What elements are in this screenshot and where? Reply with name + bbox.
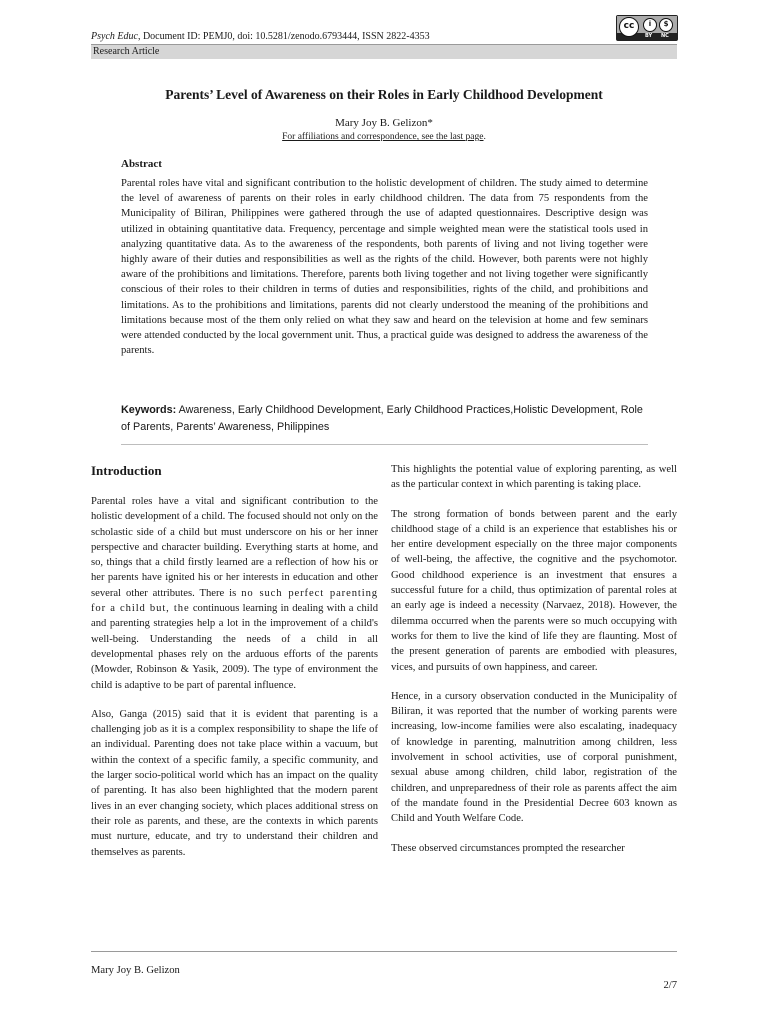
abstract-heading: Abstract bbox=[121, 158, 162, 170]
page-number: 2/7 bbox=[663, 980, 677, 991]
left-column bbox=[91, 494, 378, 860]
abstract-divider bbox=[121, 444, 648, 445]
intro-p1-end: continuous learning in dealing with a child and parenting strategies help a lot in the improvement of a child's well-being. Understanding the needs of a child in all developmental phases rely on the arduous efforts of the parents (Mowder, Robinson & Yasik, 2009). The type of environment the child is adaptive to be part of parental influence. bbox=[91, 603, 378, 691]
keywords-label: Keywords: bbox=[121, 404, 177, 416]
journal-citation bbox=[91, 31, 591, 43]
affiliation-note bbox=[91, 131, 677, 143]
attribution-icon: i bbox=[643, 18, 657, 32]
intro-paragraph-4: The strong formation of bonds between parent and the early childhood stage of a child is an experience that establishes his or her entire development especially on the three major components of well-being, the affective, the cognitive and the psychomotor. Good childhood experience is an investment that ensures a successful future for a child, thus optimization of parental roles at an early age is indeed a necessity (Narvaez, 2018). However, the dilemma occurred when the parents were so much occupying with works for them to live the kind of life they are flaunting. Most of the present generation of parents are embodied with pleasures, vices, and pursuits of own happiness, and career. bbox=[391, 508, 677, 673]
noncommercial-icon: $ bbox=[659, 18, 673, 32]
intro-paragraph-2: Also, Ganga (2015) said that it is evident that parenting is a challenging job as it is a complex responsibility to shape the life of an individual. Parenting does not take place within a vacuum, but within the context of a specific family, a specific community, and the larger socio-political world which has an impact on the quality of parenting. It has also been highlighted that the modern parent lives in an ever changing society, which places additional stress on their role as parents, and these, are the contexts in which parents must nurture, educate, and try to understand their children and themselves as parents. bbox=[91, 708, 378, 858]
intro-p1-spaced: no such perfect parenting for a child but, the bbox=[91, 587, 378, 615]
intro-paragraph-6: These observed circumstances prompted the researcher bbox=[391, 842, 625, 854]
intro-paragraph-3: This highlights the potential value of exploring parenting, as well as the particular context in which parenting is taking place. bbox=[391, 464, 677, 491]
abstract-body: Parental roles have vital and significant contribution to the holistic development of children. The study aimed to determine the level of awareness of parents on their roles in early childhood children. The data from 75 respondents from the Municipality of Biliran, Philippines were gathered through the use of adapted questionnaires. Descriptive design was utilized in obtaining quantitative data. Frequency, percentage and simple weighted mean were the statistical tools used in analyzing quantitative data. As to the awareness of the respondents, both parents of living and not living together were highly aware of their duties and responsibilities as well as the rights of the child. However, both parents were not highly aware of the prohibitions and limitations. Therefore, parents both living together and not living together were significantly conscious of their roles to their children in terms of duties and responsibilities, rights of the child, and prohibitions and limitations. As to the prohibitions and limitations, parents did not clearly understood the meaning of the prohibitions and limitations because most of the them only relied on what they saw and heard on the television at home and few seminars were attended conducted by the local government unit. Thus, a practical guide was designed to address the awareness of the parents. bbox=[121, 178, 648, 357]
article-title: Parents’ Level of Awareness on their Roles in Early Childhood Development bbox=[165, 87, 603, 102]
paragraph-gap bbox=[391, 493, 677, 507]
keywords-list: Awareness, Early Childhood Development, Early Childhood Practices,Holistic Development, Role of Parents, Parents’ Awareness, Philippines bbox=[121, 404, 643, 433]
cc-license-badge[interactable] bbox=[616, 15, 678, 41]
section-label: Research Article bbox=[91, 45, 677, 59]
article-author: Mary Joy B. Gelizon* bbox=[335, 117, 433, 129]
paragraph-gap bbox=[391, 675, 677, 689]
paragraph-gap bbox=[91, 693, 378, 707]
intro-paragraph-5: Hence, in a cursory observation conducted in the Municipality of Biliran, it was reported that the number of working parents were increasing, low-income families were also escalating, inadequacy of knowledge in parenting, malnutrition among children, less involvement in school activities, use of corporal punishment, sexual abuse among children, child labor, registration of the children, and unpreparedness of their role as parents affect the aim of the mandate found in the Presidential Decree 603 known as Child and Youth Welfare Code. bbox=[391, 690, 677, 825]
affiliation-link[interactable]: For affiliations and correspondence, see the last page bbox=[282, 132, 484, 142]
license-nc-label: NC bbox=[661, 33, 669, 39]
citation-details: , Document ID: PEMJ0, doi: 10.5281/zenodo.6793444, ISSN 2822-4353 bbox=[137, 31, 430, 42]
license-by-label: BY bbox=[645, 33, 653, 39]
journal-name: Psych Educ bbox=[91, 31, 138, 42]
creative-commons-icon: cc bbox=[619, 17, 639, 37]
footer-rule bbox=[91, 951, 677, 952]
affiliation-period: . bbox=[483, 132, 486, 142]
intro-paragraph-1 bbox=[91, 494, 378, 693]
intro-p1-start: Parental roles have a vital and significant contribution to the holistic development of a child. The focused should not only on the scholastic side of a child but must underscore on his or her inner perspective and character building. Everything starts at home, and so, things that a child firstly learned are a reflection of how his or her parents have ignited his or her interests in education and other several other attributes. There is bbox=[91, 496, 378, 599]
footer-author: Mary Joy B. Gelizon bbox=[91, 965, 180, 976]
paragraph-gap bbox=[391, 827, 677, 841]
keywords bbox=[121, 402, 648, 435]
right-column bbox=[391, 462, 677, 856]
introduction-heading: Introduction bbox=[91, 463, 162, 478]
